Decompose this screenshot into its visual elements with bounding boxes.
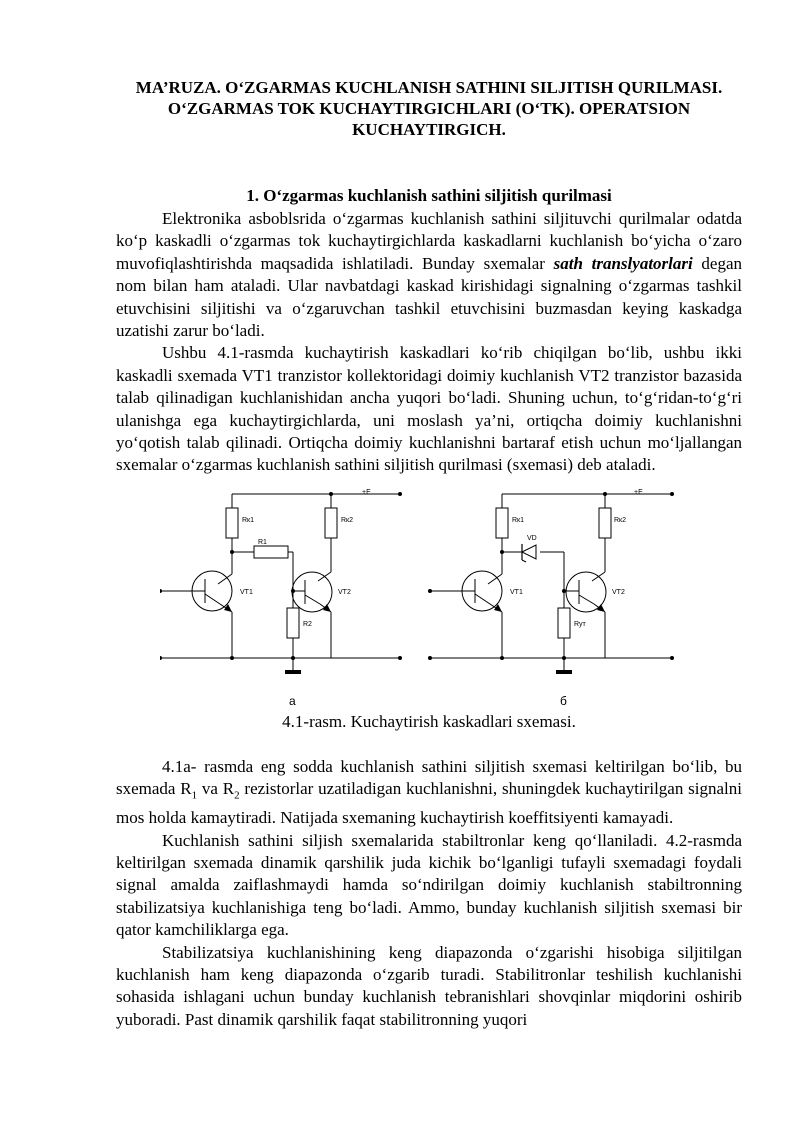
label-plus-e-a: +E [362, 489, 371, 496]
paragraph-5: Stabilizatsiya kuchlanishining keng diapazonda o‘zgarishi hisobiga siljitilgan kuchlanish ham keng diapazonda o‘zgarib turadi. Stabilitronlar teshilish kuchlanishi sohasida ishlagani uchun bunday kuchlanish tebranishlari shovqinlar miqdorini oshirib yuboradi. Past dinamik qarshilik faqat stabilitronning yuqori [116, 942, 742, 1029]
subscript-1: 1 [191, 789, 198, 802]
label-minus-a: - [360, 655, 363, 662]
label-rk1-b: Rк1 [512, 517, 525, 524]
subscript-2: 2 [234, 789, 240, 802]
paragraph-2: Ushbu 4.1-rasmda kuchaytirish kaskadlari ko‘rib chiqilgan bo‘lib, ushbu ikki kaskadli sxemada VT1 tranzistor kollektoridagi doimiy kuchlanish VT2 tranzistor bazasida talab qilinadigan kuchlanishidan ancha yuqori bo‘ladi. Shuning uchun, to‘g‘ridan-to‘g‘ri ulanishga ega kuchaytirgichlarda, uni moslash ya’ni, ortiqcha doimiy kuchlanishni yo‘qotish talab qilinadi. Ortiqcha doimiy kuchlanishni bartaraf etish uchun mo‘ljallangan sxemalar o‘zgarmas kuchlanish sathini siljitish qurilmasi (sxemasi) deb ataladi. [116, 343, 742, 475]
paragraph-3-text-a: 4.1a- rasmda eng sodda kuchlanish sathini siljitish sxemasi keltirilgan bo‘lib, bu sxemada R [116, 757, 742, 799]
label-figure-b: б [560, 694, 567, 708]
label-vt2-a: VT2 [338, 589, 351, 596]
lecture-title: MA’RUZA. O‘ZGARMAS KUCHLANISH SATHINI SILJITISH QURILMASI. O‘ZGARMAS TOK KUCHAYTIRGICHLARI (O‘TK). OPERATSION KUCHAYTIRGICH. [135, 78, 723, 139]
circuit-figure [160, 484, 720, 709]
label-rut-b: Rут [574, 621, 586, 628]
label-rk1-a: Rк1 [242, 517, 255, 524]
label-vt1-a: VT1 [240, 589, 253, 596]
label-vt2-b: VT2 [612, 589, 625, 596]
label-r2-a: R2 [303, 621, 312, 628]
label-minus-b: - [632, 655, 635, 662]
figure-caption: 4.1-rasm. Kuchaytirish kaskadlari sxemasi. [282, 712, 576, 731]
text-block-1 [116, 208, 742, 477]
label-vd-b: VD [527, 535, 537, 542]
paragraph-1-text-a: Elektronika asboblsrida o‘zgarmas kuchlanish sathini siljituvchi qurilmalar odatda ko‘p kaskadli o‘zgarmas tok kuchaytirgichlarda kaskadlarni kuchlanish bo‘yicha o‘zaro muvofiqlashtirishda maqsadida ishlatiladi. Bunday sxemalar [116, 209, 742, 273]
label-rk2-a: Rк2 [341, 517, 354, 524]
text-block-2 [116, 756, 742, 1031]
label-vt1-b: VT1 [510, 589, 523, 596]
paragraph-3-text-b: va R [197, 779, 235, 799]
circuit-diagram [160, 484, 720, 709]
paragraph-4: Kuchlanish sathini siljish sxemalarida stabiltronlar keng qo‘llaniladi. 4.2-rasmda keltirilgan sxemada dinamik qarshilik juda kichik bo‘lganligi tufayli sxemadagi foydali signal amalda zaiflashmaydi hamda so‘ndirilgan doimiy kuchlanish stabiltronning stabilizatsiya kuchlanishiga teng bo‘ladi. Ammo, bunday kuchlanish siljitish sxemasi bir qator kamchiliklarga ega. [116, 830, 742, 940]
emphasis-term: sath translyatorlari [553, 253, 693, 273]
paragraph-3 [116, 756, 742, 830]
paragraph-3-text-c: rezistorlar uzatiladigan kuchlanishni, shuningdek kuchaytirilgan signalni mos holda kamaytiradi. Natijada sxemaning kuchaytirish koeffitsiyenti kamayadi. [116, 779, 742, 828]
label-rk2-b: Rк2 [614, 517, 627, 524]
label-figure-a: а [289, 694, 296, 708]
section-heading: 1. O‘zgarmas kuchlanish sathini siljitish qurilmasi [246, 186, 612, 205]
paragraph-1-text-b: degan nom bilan ham ataladi. Ular navbatdagi kaskad kirishidagi signalning o‘zgarmas tashkil etuvchisini siljitishi va o‘zgaruvchan tashkil etuvchisini buzmasdan keying kaskadga uzatishi zarur bo‘ladi. [116, 253, 742, 341]
label-plus-e-b: +E [634, 489, 643, 496]
paragraph-1 [116, 208, 742, 342]
label-r1-a: R1 [258, 539, 267, 546]
